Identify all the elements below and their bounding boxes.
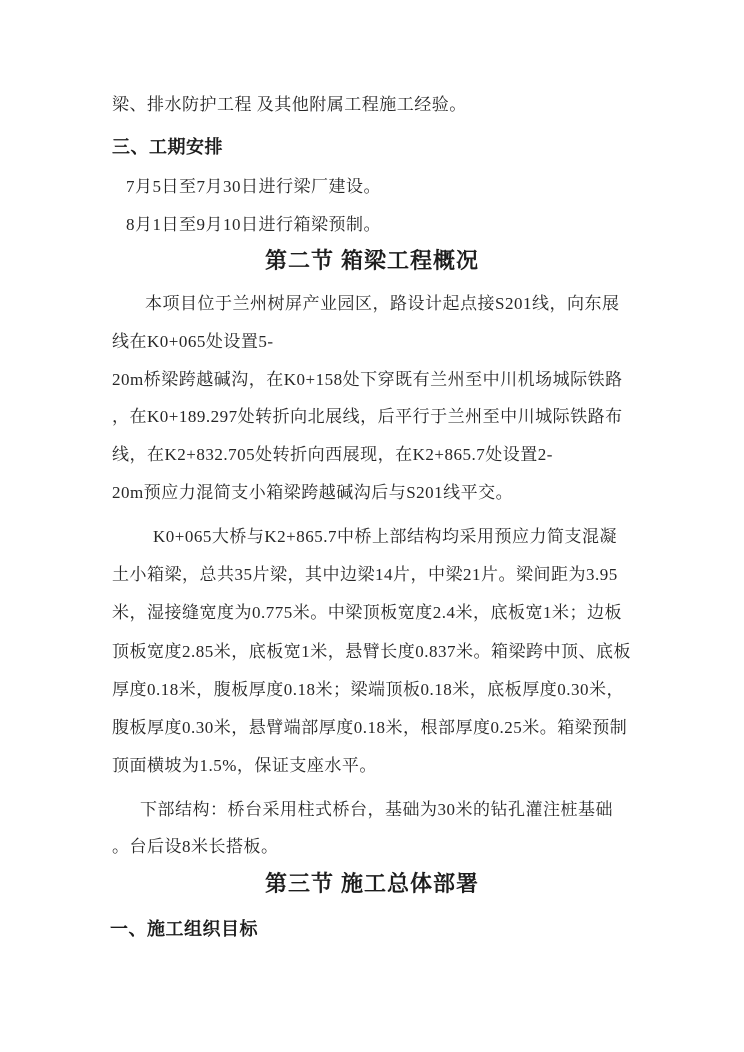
heading-construction-goals: 一、施工组织目标	[110, 919, 258, 939]
section-2-title: 第二节 箱梁工程概况	[264, 248, 480, 273]
section2-para3-line-1: 下部结构：桥台采用柱式桥台，基础为30米的钻孔灌注桩基础	[140, 800, 613, 819]
section2-para1-line-5: 线，在K2+832.705处转折向西展现，在K2+865.7处设置2-	[112, 445, 553, 464]
section2-para2-line-1: K0+065大桥与K2+865.7中桥上部结构均采用预应力简支混凝	[153, 527, 617, 546]
section2-para1-line-1: 本项目位于兰州树屏产业园区，路设计起点接S201线，向东展	[145, 294, 620, 313]
section2-para2-line-2: 土小箱梁，总共35片梁，其中边梁14片，中梁21片。梁间距为3.95	[112, 565, 618, 584]
section2-para2-line-3: 米，湿接缝宽度为0.775米。中梁顶板宽度2.4米，底板宽1米；边板	[112, 603, 622, 622]
schedule-item-2: 8月1日至9月10日进行箱梁预制。	[126, 215, 381, 234]
section-3-title: 第三节 施工总体部署	[264, 871, 480, 896]
section2-para2-line-6: 腹板厚度0.30米，悬臂端部厚度0.18米，根部厚度0.25米。箱梁预制	[112, 718, 628, 737]
section2-para1-line-6: 20m预应力混简支小箱梁跨越碱沟后与S201线平交。	[112, 483, 514, 502]
section2-para1-line-3: 20m桥梁跨越碱沟，在K0+158处下穿既有兰州至中川机场城际铁路	[112, 370, 623, 389]
section2-para2-line-5: 厚度0.18米，腹板厚度0.18米；梁端顶板0.18米，底板厚度0.30米，	[112, 680, 624, 699]
heading-schedule: 三、工期安排	[112, 137, 223, 157]
section2-para2-line-4: 顶板宽度2.85米，底板宽1米，悬臂长度0.837米。箱梁跨中顶、底板	[112, 642, 631, 661]
section2-para1-line-2: 线在K0+065处设置5-	[112, 332, 274, 351]
section2-para3-line-2: 。台后设8米长搭板。	[112, 837, 279, 856]
section2-para1-line-4: ，在K0+189.297处转折向北展线，后平行于兰州至中川城际铁路布	[112, 407, 623, 426]
intro-trailing-line: 梁、排水防护工程 及其他附属工程施工经验。	[112, 95, 467, 114]
schedule-item-1: 7月5日至7月30日进行梁厂建设。	[126, 177, 381, 196]
section2-para2-line-7: 顶面横坡为1.5%，保证支座水平。	[112, 756, 377, 775]
